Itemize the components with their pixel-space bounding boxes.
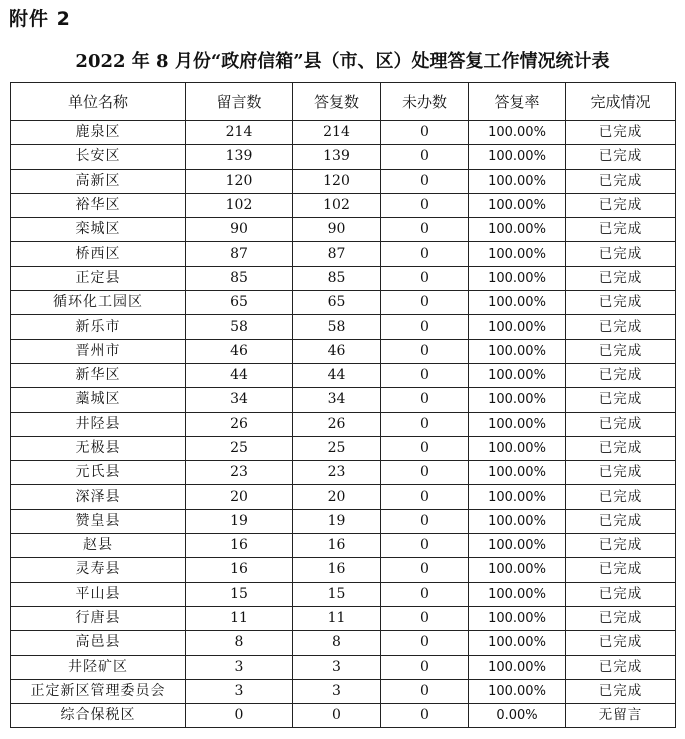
table-row (11, 339, 676, 363)
cell-pending: 0 (381, 558, 469, 582)
cell-completion: 已完成 (566, 461, 676, 485)
table-row (11, 704, 676, 728)
cell-replies: 26 (293, 412, 381, 436)
cell-messages: 8 (186, 631, 293, 655)
table-row (11, 534, 676, 558)
cell-completion: 已完成 (566, 388, 676, 412)
cell-unit-name: 井陉县 (11, 412, 186, 436)
cell-replies: 65 (293, 291, 381, 315)
table-row (11, 193, 676, 217)
table-row (11, 582, 676, 606)
cell-reply-rate: 100.00% (469, 315, 566, 339)
cell-messages: 214 (186, 121, 293, 145)
cell-unit-name: 循环化工园区 (11, 291, 186, 315)
cell-unit-name: 新华区 (11, 363, 186, 387)
cell-completion: 已完成 (566, 145, 676, 169)
table-row (11, 436, 676, 460)
attachment-label: 附件 2 (9, 8, 71, 30)
cell-messages: 44 (186, 363, 293, 387)
cell-completion: 已完成 (566, 485, 676, 509)
cell-messages: 26 (186, 412, 293, 436)
cell-replies: 16 (293, 558, 381, 582)
statistics-table (10, 82, 676, 728)
cell-pending: 0 (381, 339, 469, 363)
cell-pending: 0 (381, 315, 469, 339)
cell-messages: 102 (186, 193, 293, 217)
cell-replies: 19 (293, 509, 381, 533)
cell-completion: 已完成 (566, 266, 676, 290)
cell-reply-rate: 100.00% (469, 218, 566, 242)
table-row (11, 412, 676, 436)
cell-reply-rate: 100.00% (469, 266, 566, 290)
cell-messages: 120 (186, 169, 293, 193)
cell-completion: 无留言 (566, 704, 676, 728)
cell-unit-name: 赵县 (11, 534, 186, 558)
cell-reply-rate: 100.00% (469, 606, 566, 630)
cell-completion: 已完成 (566, 558, 676, 582)
cell-unit-name: 元氏县 (11, 461, 186, 485)
cell-completion: 已完成 (566, 436, 676, 460)
cell-replies: 0 (293, 704, 381, 728)
table-row (11, 485, 676, 509)
cell-completion: 已完成 (566, 121, 676, 145)
table-row (11, 315, 676, 339)
cell-replies: 3 (293, 679, 381, 703)
cell-pending: 0 (381, 388, 469, 412)
cell-messages: 16 (186, 534, 293, 558)
cell-unit-name: 长安区 (11, 145, 186, 169)
cell-pending: 0 (381, 461, 469, 485)
column-header-messages: 留言数 (186, 83, 293, 121)
cell-replies: 16 (293, 534, 381, 558)
cell-messages: 25 (186, 436, 293, 460)
cell-replies: 25 (293, 436, 381, 460)
cell-completion: 已完成 (566, 242, 676, 266)
cell-completion: 已完成 (566, 412, 676, 436)
cell-messages: 0 (186, 704, 293, 728)
cell-completion: 已完成 (566, 534, 676, 558)
cell-completion: 已完成 (566, 291, 676, 315)
cell-reply-rate: 100.00% (469, 339, 566, 363)
cell-replies: 58 (293, 315, 381, 339)
cell-unit-name: 裕华区 (11, 193, 186, 217)
cell-unit-name: 行唐县 (11, 606, 186, 630)
cell-reply-rate: 100.00% (469, 193, 566, 217)
cell-pending: 0 (381, 266, 469, 290)
cell-unit-name: 桥西区 (11, 242, 186, 266)
cell-pending: 0 (381, 436, 469, 460)
cell-reply-rate: 100.00% (469, 631, 566, 655)
table-row (11, 606, 676, 630)
cell-replies: 3 (293, 655, 381, 679)
cell-messages: 46 (186, 339, 293, 363)
cell-messages: 11 (186, 606, 293, 630)
cell-reply-rate: 100.00% (469, 436, 566, 460)
cell-unit-name: 无极县 (11, 436, 186, 460)
column-header-completion: 完成情况 (566, 83, 676, 121)
cell-reply-rate: 100.00% (469, 169, 566, 193)
cell-reply-rate: 100.00% (469, 655, 566, 679)
cell-replies: 87 (293, 242, 381, 266)
cell-reply-rate: 100.00% (469, 242, 566, 266)
cell-completion: 已完成 (566, 509, 676, 533)
table-row (11, 679, 676, 703)
cell-completion: 已完成 (566, 169, 676, 193)
cell-messages: 139 (186, 145, 293, 169)
cell-pending: 0 (381, 193, 469, 217)
cell-reply-rate: 100.00% (469, 558, 566, 582)
cell-reply-rate: 100.00% (469, 145, 566, 169)
cell-messages: 65 (186, 291, 293, 315)
cell-reply-rate: 100.00% (469, 412, 566, 436)
cell-unit-name: 综合保税区 (11, 704, 186, 728)
table-row (11, 655, 676, 679)
cell-pending: 0 (381, 704, 469, 728)
cell-pending: 0 (381, 655, 469, 679)
cell-replies: 8 (293, 631, 381, 655)
cell-pending: 0 (381, 169, 469, 193)
cell-messages: 3 (186, 655, 293, 679)
cell-messages: 20 (186, 485, 293, 509)
cell-completion: 已完成 (566, 679, 676, 703)
cell-pending: 0 (381, 363, 469, 387)
table-row (11, 631, 676, 655)
cell-completion: 已完成 (566, 193, 676, 217)
cell-unit-name: 晋州市 (11, 339, 186, 363)
cell-unit-name: 高邑县 (11, 631, 186, 655)
cell-replies: 44 (293, 363, 381, 387)
cell-unit-name: 正定县 (11, 266, 186, 290)
cell-unit-name: 平山县 (11, 582, 186, 606)
table-row (11, 242, 676, 266)
cell-unit-name: 灵寿县 (11, 558, 186, 582)
cell-messages: 34 (186, 388, 293, 412)
cell-unit-name: 赞皇县 (11, 509, 186, 533)
page-title: 2022 年 8 月份“政府信箱”县（市、区）处理答复工作情况统计表 (75, 51, 610, 72)
cell-pending: 0 (381, 582, 469, 606)
cell-unit-name: 深泽县 (11, 485, 186, 509)
cell-pending: 0 (381, 218, 469, 242)
cell-reply-rate: 100.00% (469, 509, 566, 533)
cell-messages: 19 (186, 509, 293, 533)
cell-completion: 已完成 (566, 582, 676, 606)
table-row (11, 266, 676, 290)
cell-completion: 已完成 (566, 606, 676, 630)
cell-pending: 0 (381, 485, 469, 509)
cell-pending: 0 (381, 121, 469, 145)
cell-reply-rate: 100.00% (469, 291, 566, 315)
cell-messages: 85 (186, 266, 293, 290)
cell-completion: 已完成 (566, 218, 676, 242)
cell-reply-rate: 100.00% (469, 485, 566, 509)
cell-completion: 已完成 (566, 339, 676, 363)
cell-unit-name: 鹿泉区 (11, 121, 186, 145)
cell-pending: 0 (381, 242, 469, 266)
table-row (11, 169, 676, 193)
cell-reply-rate: 100.00% (469, 363, 566, 387)
cell-messages: 23 (186, 461, 293, 485)
table-header (11, 83, 676, 121)
cell-pending: 0 (381, 145, 469, 169)
table-row (11, 509, 676, 533)
cell-replies: 15 (293, 582, 381, 606)
cell-replies: 20 (293, 485, 381, 509)
cell-pending: 0 (381, 606, 469, 630)
cell-reply-rate: 100.00% (469, 388, 566, 412)
cell-unit-name: 新乐市 (11, 315, 186, 339)
cell-completion: 已完成 (566, 631, 676, 655)
cell-messages: 87 (186, 242, 293, 266)
table-row (11, 291, 676, 315)
cell-reply-rate: 100.00% (469, 679, 566, 703)
table-row (11, 388, 676, 412)
cell-unit-name: 栾城区 (11, 218, 186, 242)
cell-messages: 15 (186, 582, 293, 606)
cell-replies: 139 (293, 145, 381, 169)
table-row (11, 121, 676, 145)
cell-completion: 已完成 (566, 655, 676, 679)
cell-replies: 34 (293, 388, 381, 412)
column-header-unit-name: 单位名称 (11, 83, 186, 121)
cell-replies: 85 (293, 266, 381, 290)
cell-reply-rate: 100.00% (469, 461, 566, 485)
table-row (11, 363, 676, 387)
cell-unit-name: 井陉矿区 (11, 655, 186, 679)
cell-replies: 120 (293, 169, 381, 193)
cell-messages: 58 (186, 315, 293, 339)
column-header-reply-rate: 答复率 (469, 83, 566, 121)
table-body (11, 121, 676, 728)
cell-unit-name: 高新区 (11, 169, 186, 193)
cell-replies: 214 (293, 121, 381, 145)
cell-pending: 0 (381, 631, 469, 655)
cell-reply-rate: 100.00% (469, 121, 566, 145)
cell-unit-name: 正定新区管理委员会 (11, 679, 186, 703)
cell-replies: 90 (293, 218, 381, 242)
cell-messages: 16 (186, 558, 293, 582)
cell-replies: 46 (293, 339, 381, 363)
cell-completion: 已完成 (566, 363, 676, 387)
column-header-replies: 答复数 (293, 83, 381, 121)
cell-pending: 0 (381, 291, 469, 315)
cell-reply-rate: 100.00% (469, 534, 566, 558)
cell-messages: 3 (186, 679, 293, 703)
cell-unit-name: 藁城区 (11, 388, 186, 412)
table-row (11, 145, 676, 169)
cell-pending: 0 (381, 509, 469, 533)
column-header-pending: 未办数 (381, 83, 469, 121)
cell-replies: 23 (293, 461, 381, 485)
table-row (11, 461, 676, 485)
cell-replies: 102 (293, 193, 381, 217)
cell-reply-rate: 0.00% (469, 704, 566, 728)
cell-messages: 90 (186, 218, 293, 242)
cell-pending: 0 (381, 679, 469, 703)
cell-replies: 11 (293, 606, 381, 630)
header-row (11, 83, 676, 121)
cell-pending: 0 (381, 412, 469, 436)
cell-reply-rate: 100.00% (469, 582, 566, 606)
cell-pending: 0 (381, 534, 469, 558)
table-row (11, 218, 676, 242)
cell-completion: 已完成 (566, 315, 676, 339)
table-row (11, 558, 676, 582)
